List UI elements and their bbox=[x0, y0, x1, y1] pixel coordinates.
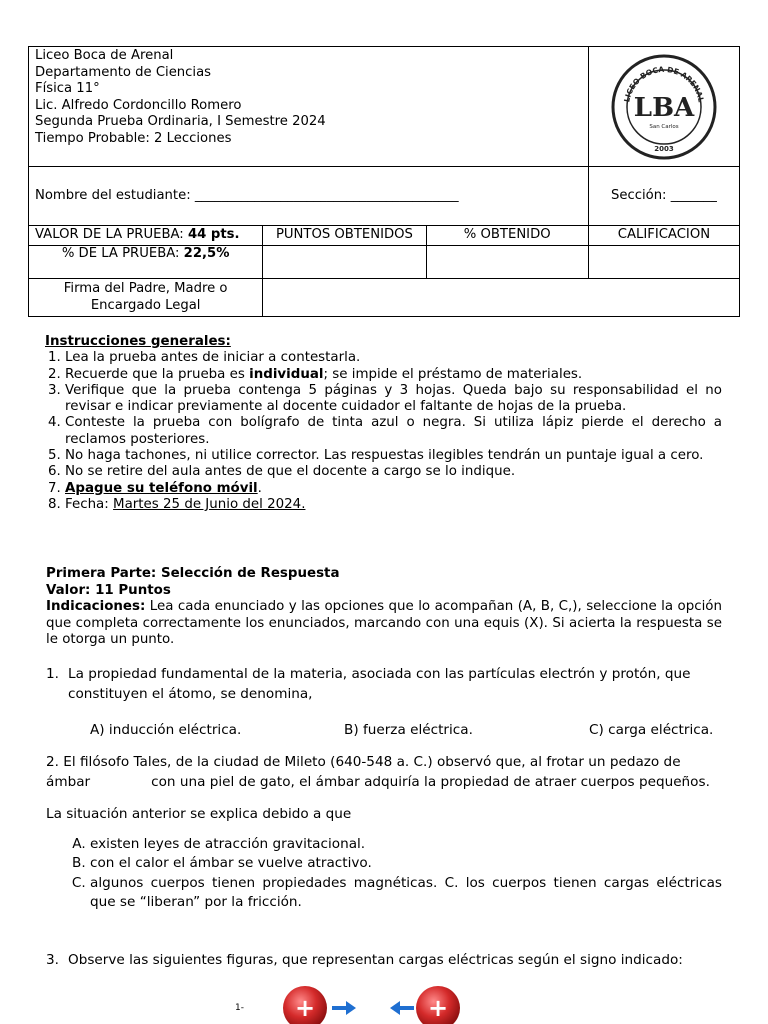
grade-header: CALIFICACION bbox=[588, 226, 739, 246]
points-header: PUNTOS OBTENIDOS bbox=[263, 226, 426, 246]
instruction-text: Recuerde que la prueba es bbox=[65, 366, 250, 382]
list-item: 4. Conteste la prueba con bolígrafo de tinta azul o negra. Si utiliza lápiz pierde el derecho a reclamos posteriores. bbox=[65, 415, 722, 448]
general-instructions bbox=[40, 334, 722, 513]
exam-percent-amount: 22,5% bbox=[183, 246, 230, 261]
arrow-right-icon bbox=[332, 1001, 356, 1015]
list-item: 1. Lea la prueba antes de iniciar a contestarla. bbox=[65, 350, 722, 366]
charges-figure bbox=[270, 984, 470, 1024]
plus-sign-icon: + bbox=[294, 994, 316, 1022]
instructions-list bbox=[40, 350, 722, 513]
exam-percent-cell bbox=[29, 246, 263, 279]
q2-option-c[interactable]: C. algunos cuerpos tienen propiedades magnéticas. C. los cuerpos tienen cargas eléctricas que se “liberan” por la fricción. bbox=[90, 874, 722, 913]
exam-date: Martes 25 de Junio del 2024. bbox=[113, 496, 306, 512]
part-one-header bbox=[46, 566, 722, 649]
q2-option-b[interactable]: B. con el calor el ámbar se vuelve atractivo. bbox=[90, 854, 722, 873]
q1-option-a[interactable]: A) inducción eléctrica. bbox=[90, 722, 242, 738]
positive-charge-1 bbox=[283, 986, 327, 1024]
question-text: La propiedad fundamental de la materia, asociada con las partículas electrón y protón, que constituyen el átomo, se denomina, bbox=[68, 666, 691, 702]
question-3 bbox=[46, 950, 722, 970]
q2-option-a[interactable]: A. existen leyes de atracción gravitacional. bbox=[90, 835, 722, 854]
q2-lead: La situación anterior se explica debido a que bbox=[46, 806, 352, 822]
percent-obtained-value-cell[interactable] bbox=[426, 246, 588, 279]
list-item bbox=[65, 497, 722, 513]
positive-charge-2 bbox=[416, 986, 460, 1024]
signature-label: Firma del Padre, Madre o Encargado Legal bbox=[29, 279, 263, 317]
logo-year: 2003 bbox=[654, 144, 674, 153]
q1-option-b[interactable]: B) fuerza eléctrica. bbox=[344, 722, 473, 738]
exam-percent-label: % DE LA PRUEBA: bbox=[61, 246, 184, 261]
list-item: 6. No se retire del aula antes de que el docente a cargo se lo indique. bbox=[65, 464, 722, 480]
date-label: Fecha: bbox=[65, 496, 114, 512]
instruction-text: ; se impide el préstamo de materiales. bbox=[323, 366, 583, 382]
exam-value-amount: 44 pts. bbox=[187, 227, 240, 243]
student-name-label: Nombre del estudiante: ________________________________________ bbox=[35, 187, 459, 203]
instructions-title: Instrucciones generales: bbox=[45, 334, 231, 349]
question-1 bbox=[46, 664, 722, 704]
department: Departamento de Ciencias bbox=[35, 64, 212, 80]
header-table bbox=[28, 46, 740, 317]
signature-field[interactable] bbox=[263, 279, 740, 317]
subject: Física 11° bbox=[35, 81, 100, 97]
logo-initials: LBA bbox=[633, 92, 695, 123]
logo-cell bbox=[588, 47, 739, 167]
figure-label: 1- bbox=[235, 1003, 244, 1013]
exam-duration: Tiempo Probable: 2 Lecciones bbox=[35, 130, 232, 146]
exam-name: Segunda Prueba Ordinaria, I Semestre 2024 bbox=[35, 114, 326, 130]
instruction-text: . bbox=[257, 480, 262, 496]
arrow-left-icon bbox=[390, 1001, 414, 1015]
part-indications bbox=[46, 599, 722, 649]
question-text-part: con una piel de gato, el ámbar adquiría la propiedad de atraer cuerpos pequeños. bbox=[151, 774, 710, 790]
school-info bbox=[29, 47, 589, 167]
grade-value-cell[interactable] bbox=[588, 246, 739, 279]
school-logo bbox=[609, 52, 719, 162]
logo-place: San Carlos bbox=[649, 123, 679, 130]
points-value-cell[interactable] bbox=[263, 246, 426, 279]
question-text bbox=[46, 772, 722, 792]
exam-value-cell bbox=[29, 226, 263, 246]
logo-ring-text: LICEO BOCA DE ARENAL bbox=[622, 64, 706, 103]
question-text-part: ámbar bbox=[46, 774, 91, 790]
question-text: Observe las siguientes figuras, que representan cargas eléctricas según el signo indicado: bbox=[68, 952, 683, 968]
indications-label: Indicaciones: bbox=[46, 599, 146, 615]
part-title: Primera Parte: Selección de Respuesta bbox=[46, 566, 340, 581]
section-label: Sección: _______ bbox=[610, 187, 717, 203]
question-2 bbox=[46, 752, 722, 792]
list-item: 3. Verifique que la prueba contenga 5 páginas y 3 hojas. Queda bajo su responsabilidad el no revisar e indicar previamente al docente cuidador el faltante de hojas de la prueba. bbox=[65, 383, 722, 416]
student-name-cell[interactable] bbox=[29, 167, 589, 226]
q2-options bbox=[46, 835, 722, 913]
question-number: 1. bbox=[46, 666, 59, 682]
question-text: 2. El filósofo Tales, de la ciudad de Mileto (640-548 a. C.) observó que, al frotar un pedazo de bbox=[46, 754, 681, 770]
q1-option-c[interactable]: C) carga eléctrica. bbox=[589, 722, 714, 738]
plus-sign-icon: + bbox=[427, 994, 449, 1022]
list-item bbox=[65, 481, 722, 497]
school-name: Liceo Boca de Arenal bbox=[35, 48, 174, 63]
list-item: 5. No haga tachones, ni utilice corrector. Las respuestas ilegibles tendrán un puntaje igual a cero. bbox=[65, 448, 722, 464]
instruction-emphasis: Apague su teléfono móvil bbox=[65, 480, 258, 496]
teacher: Lic. Alfredo Cordoncillo Romero bbox=[35, 97, 242, 113]
exam-value-label: VALOR DE LA PRUEBA: bbox=[35, 227, 188, 243]
question-number: 3. bbox=[46, 952, 59, 968]
instruction-emphasis: individual bbox=[249, 366, 324, 382]
section-cell[interactable] bbox=[588, 167, 739, 226]
percent-obtained-header: % OBTENIDO bbox=[426, 226, 588, 246]
indications-text: Lea cada enunciado y las opciones que lo acompañan (A, B, C,), seleccione la opción que completa correctamente los enunciados, marcando con una equis (X). Si acierta la respuesta se le otorga un punto. bbox=[46, 599, 722, 648]
part-value: Valor: 11 Puntos bbox=[46, 582, 171, 598]
list-item bbox=[65, 367, 722, 383]
